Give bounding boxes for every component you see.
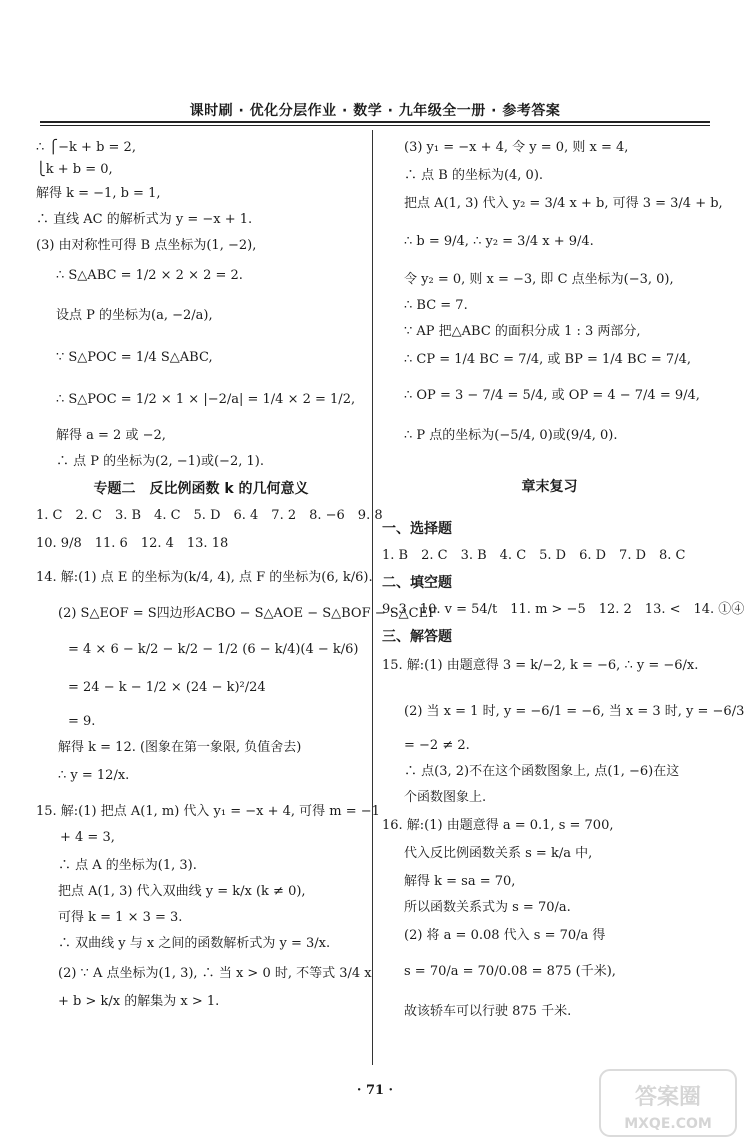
- right-line-15: 9. 3 10. v = 54/t 11. m > −5 12. 2 13. < 14. ①④: [382, 602, 745, 617]
- right-line-6: ∴ BC = 7.: [404, 298, 468, 313]
- right-line-26: (2) 将 a = 0.08 代入 s = 70/a 得: [404, 928, 606, 943]
- header-rule: [40, 121, 710, 123]
- header-rule-thin: [40, 125, 710, 126]
- right-line-25: 所以函数关系式为 s = 70/a.: [404, 900, 571, 915]
- left-line-1: ∴ ⎧−k + b = 2,: [36, 140, 136, 155]
- left-line-4: ∴ 直线 AC 的解析式为 y = −x + 1.: [36, 212, 253, 227]
- right-line-13: 1. B 2. C 3. B 4. C 5. D 6. D 7. D 8. C: [382, 548, 686, 563]
- right-line-22: 16. 解:(1) 由题意得 a = 0.1, s = 700,: [382, 818, 614, 833]
- left-line-24: ∴ 点 A 的坐标为(1, 3).: [58, 858, 197, 873]
- left-line-7: 设点 P 的坐标为(a, −2/a),: [56, 308, 213, 323]
- right-line-19: = −2 ≠ 2.: [404, 738, 470, 753]
- right-line-3: 把点 A(1, 3) 代入 y₂ = 3/4 x + b, 可得 3 = 3/4 + b,: [404, 196, 723, 211]
- running-header: 课时刷 · 优化分层作业 · 数学 · 九年级全一册 · 参考答案: [189, 103, 561, 119]
- right-line-20: ∴ 点(3, 2)不在这个函数图象上, 点(1, −6)在这: [404, 764, 680, 779]
- right-line-28: 故该轿车可以行驶 875 千米.: [404, 1004, 572, 1019]
- svg-text:答案圈: 答案圈: [634, 1085, 702, 1110]
- left-line-9: ∴ S△POC = 1/2 × 1 × |−2/a| = 1/4 × 2 = 1/2,: [56, 392, 356, 407]
- left-line-16: (2) S△EOF = S四边形ACBO − S△AOE − S△BOF − S△CEF: [58, 606, 438, 621]
- left-line-14: 10. 9/8 11. 6 12. 4 13. 18: [36, 536, 229, 551]
- right-line-27: s = 70/a = 70/0.08 = 875 (千米),: [404, 964, 616, 979]
- right-line-17: 15. 解:(1) 由题意得 3 = k/−2, k = −6, ∴ y = −6/x.: [382, 658, 699, 673]
- right-line-9: ∴ OP = 3 − 7/4 = 5/4, 或 OP = 4 − 7/4 = 9/4,: [404, 388, 700, 403]
- right-line-11: 章末复习: [521, 479, 578, 495]
- left-line-15: 14. 解:(1) 点 E 的坐标为(k/4, 4), 点 F 的坐标为(6, k/6).: [36, 570, 373, 585]
- left-line-17: = 4 × 6 − k/2 − k/2 − 1/2 (6 − k/4)(4 − k/6): [68, 642, 359, 657]
- left-line-27: ∴ 双曲线 y 与 x 之间的函数解析式为 y = 3/x.: [58, 936, 331, 951]
- left-line-6: ∴ S△ABC = 1/2 × 2 × 2 = 2.: [56, 268, 243, 283]
- left-line-21: ∴ y = 12/x.: [58, 768, 130, 783]
- right-line-5: 令 y₂ = 0, 则 x = −3, 即 C 点坐标为(−3, 0),: [404, 272, 674, 287]
- left-line-25: 把点 A(1, 3) 代入双曲线 y = k/x (k ≠ 0),: [58, 884, 306, 899]
- right-line-10: ∴ P 点的坐标为(−5/4, 0)或(9/4, 0).: [404, 428, 618, 443]
- column-divider: [372, 130, 373, 1065]
- left-line-22: 15. 解:(1) 把点 A(1, m) 代入 y₁ = −x + 4, 可得 m = −1: [36, 804, 380, 819]
- left-line-2: ⎩k + b = 0,: [36, 162, 113, 177]
- right-line-12: 一、选择题: [382, 521, 452, 537]
- right-line-24: 解得 k = sa = 70,: [404, 874, 516, 889]
- right-line-8: ∴ CP = 1/4 BC = 7/4, 或 BP = 1/4 BC = 7/4,: [404, 352, 691, 367]
- right-line-7: ∵ AP 把△ABC 的面积分成 1 : 3 两部分,: [404, 324, 641, 339]
- left-line-26: 可得 k = 1 × 3 = 3.: [58, 910, 183, 925]
- left-line-19: = 9.: [68, 714, 96, 729]
- watermark-logo: [598, 1068, 738, 1138]
- page-number: · 71 ·: [356, 1083, 394, 1098]
- left-line-8: ∵ S△POC = 1/4 S△ABC,: [56, 350, 213, 365]
- left-line-13: 1. C 2. C 3. B 4. C 5. D 6. 4 7. 2 8. −6 9. 8: [36, 508, 383, 523]
- left-line-23: + 4 = 3,: [60, 830, 115, 845]
- right-line-2: ∴ 点 B 的坐标为(4, 0).: [404, 168, 544, 183]
- right-line-1: (3) y₁ = −x + 4, 令 y = 0, 则 x = 4,: [404, 140, 629, 155]
- right-line-4: ∴ b = 9/4, ∴ y₂ = 3/4 x + 9/4.: [404, 234, 594, 249]
- left-line-20: 解得 k = 12. (图象在第一象限, 负值舍去): [58, 740, 302, 755]
- right-line-23: 代入反比例函数关系 s = k/a 中,: [404, 846, 593, 861]
- left-line-28: (2) ∵ A 点坐标为(1, 3), ∴ 当 x > 0 时, 不等式 3/4 x: [58, 966, 372, 981]
- right-line-14: 二、填空题: [382, 575, 452, 591]
- left-line-10: 解得 a = 2 或 −2,: [56, 428, 166, 443]
- svg-text:MXQE.COM: MXQE.COM: [624, 1116, 712, 1132]
- right-line-16: 三、解答题: [382, 629, 452, 645]
- left-line-5: (3) 由对称性可得 B 点坐标为(1, −2),: [36, 238, 257, 253]
- left-line-18: = 24 − k − 1/2 × (24 − k)²/24: [68, 680, 266, 695]
- left-line-3: 解得 k = −1, b = 1,: [36, 186, 161, 201]
- right-line-21: 个函数图象上.: [404, 790, 487, 805]
- left-line-12: 专题二 反比例函数 k 的几何意义: [93, 481, 309, 497]
- right-line-18: (2) 当 x = 1 时, y = −6/1 = −6, 当 x = 3 时, y = −6/3: [404, 704, 745, 719]
- left-line-11: ∴ 点 P 的坐标为(2, −1)或(−2, 1).: [56, 454, 264, 469]
- left-line-29: + b > k/x 的解集为 x > 1.: [58, 994, 220, 1009]
